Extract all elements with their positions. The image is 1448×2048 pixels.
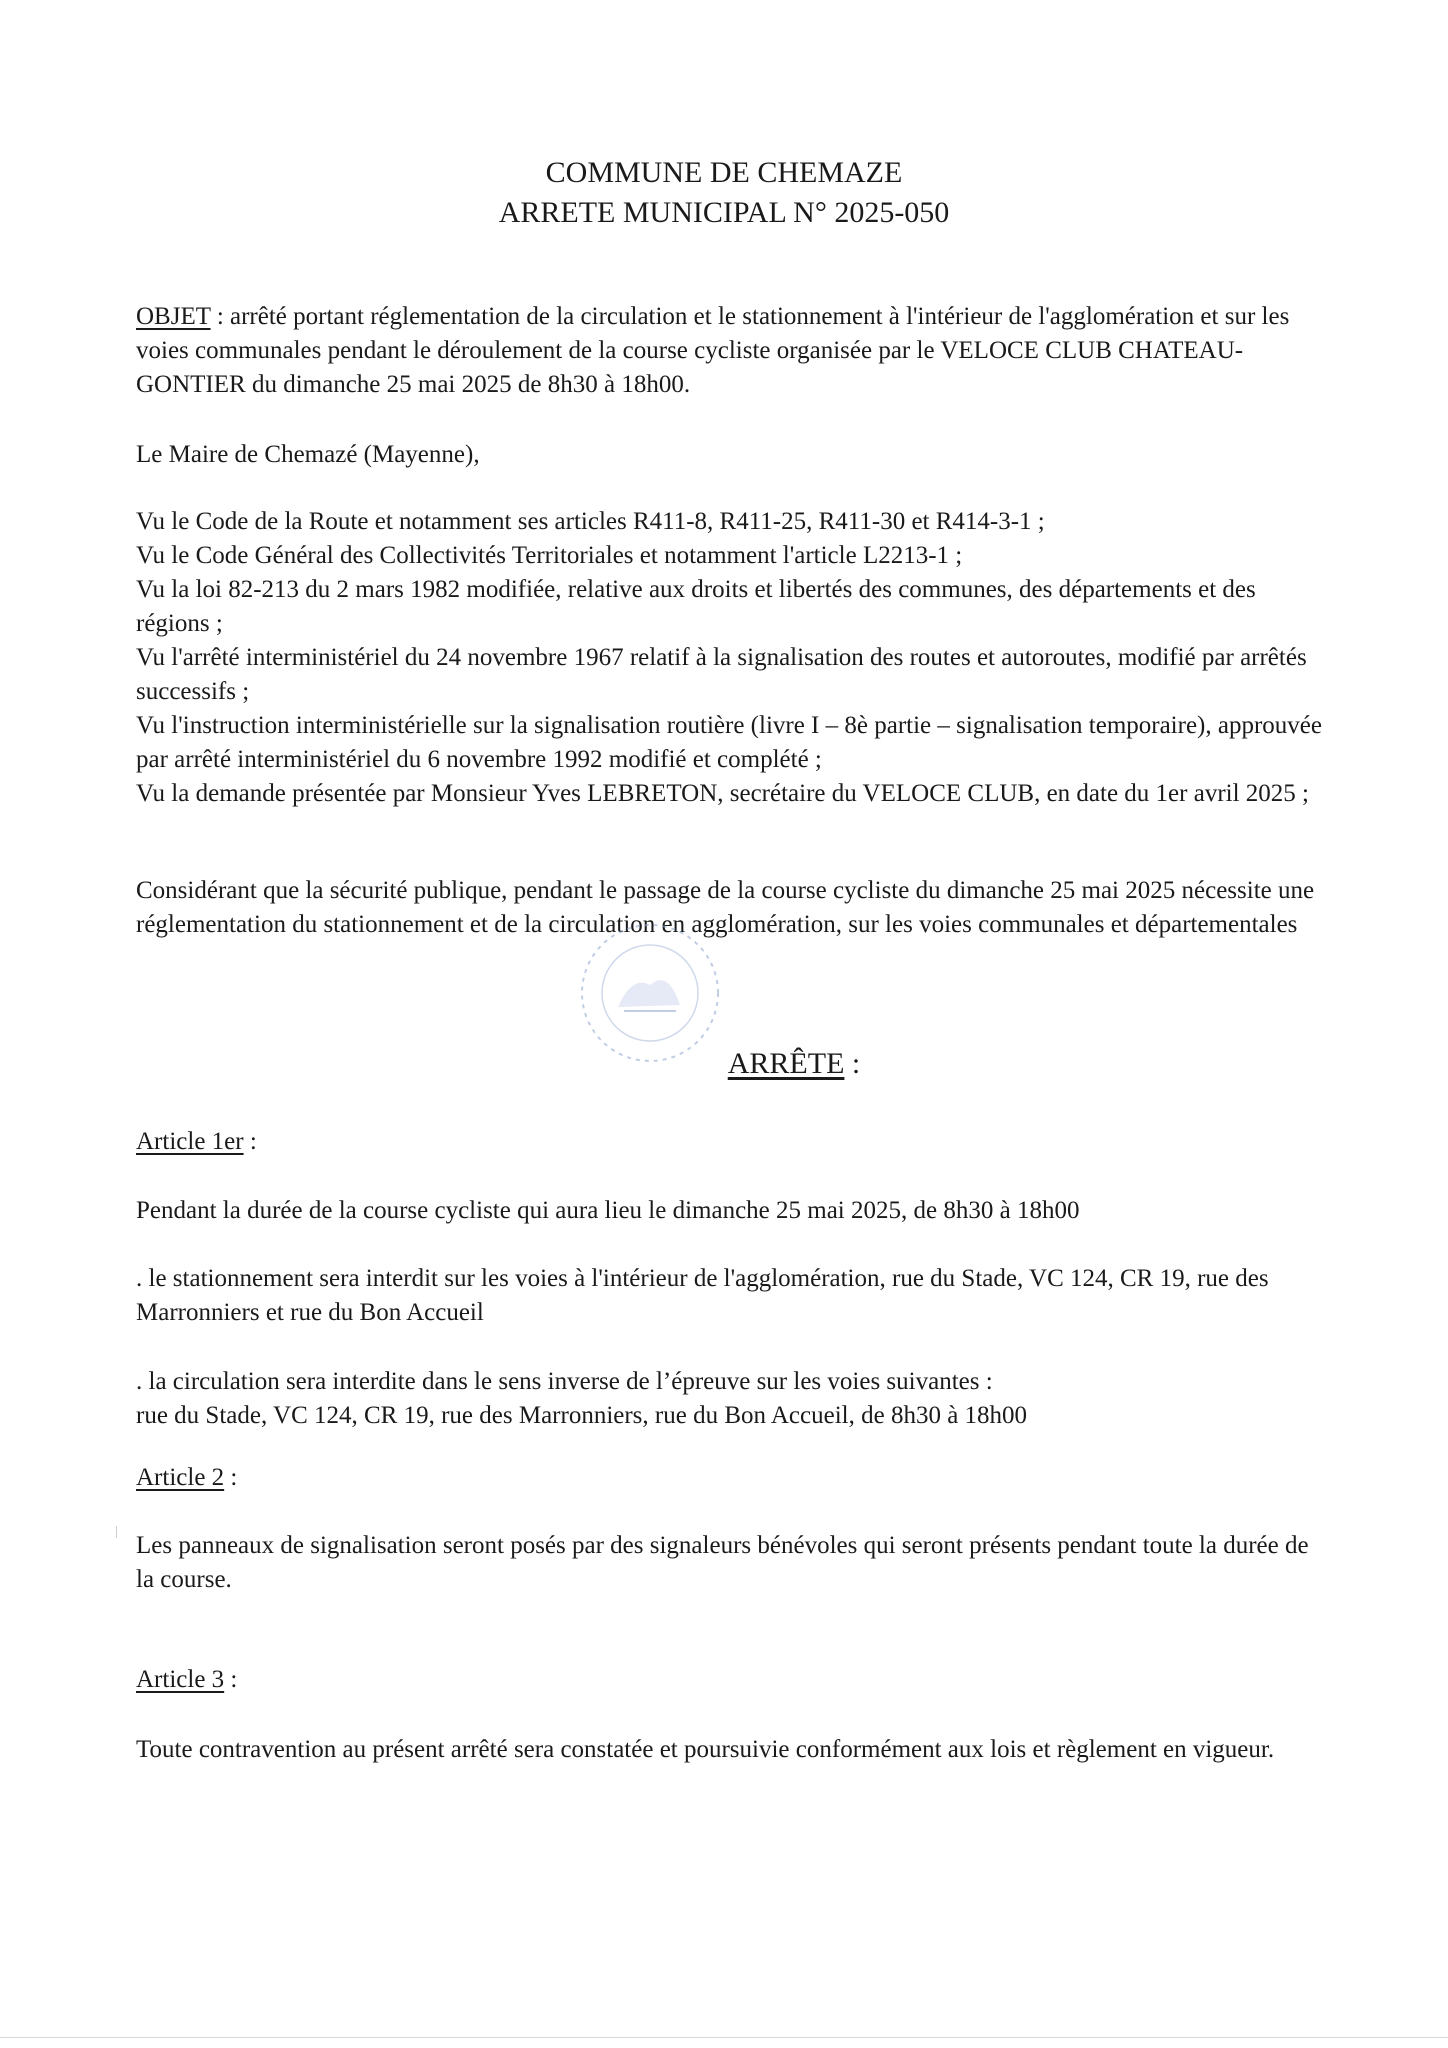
article-1-intro (136, 1194, 1326, 1228)
scan-mark (116, 1526, 117, 1538)
article-3-heading (136, 1663, 1326, 1697)
visa-item: Vu l'instruction interministérielle sur la signalisation routière (livre I – 8è partie – signalisation temporaire), approuvée par arrêté interministériel du 6 novembre 1992 modifié et complété ; (136, 712, 1322, 773)
visa-item: Vu l'arrêté interministériel du 24 novembre 1967 relatif à la signalisation des routes et autoroutes, modifié par arrêtés successifs ; (136, 644, 1307, 705)
article-2-text: Les panneaux de signalisation seront posés par des signaleurs bénévoles qui seront présents pendant toute la durée de la course. (136, 1532, 1309, 1593)
visa-item: Vu la loi 82-213 du 2 mars 1982 modifiée, relative aux droits et libertés des communes, des départements et des régions ; (136, 576, 1256, 637)
page-bottom-edge (0, 2037, 1448, 2038)
considerant-text: Considérant que la sécurité publique, pendant le passage de la course cycliste du dimanche 25 mai 2025 nécessite une réglementation du stationnement et de la circulation en agglomération, sur les voies communales et départementales (136, 877, 1315, 938)
visas-list (136, 505, 1326, 811)
article-2-heading (136, 1461, 1326, 1495)
article-3-label: Article 3 (136, 1666, 225, 1693)
arrete-heading (0, 1044, 1448, 1084)
article-1-colon: : (243, 1128, 257, 1155)
article-2-label: Article 2 (136, 1464, 225, 1491)
article-1-point-2-line-1: . la circulation sera interdite dans le sens inverse de l’épreuve sur les voies suivantes : (136, 1368, 993, 1395)
visa-item: Vu la demande présentée par Monsieur Yves LEBRETON, secrétaire du VELOCE CLUB, en date du 1er avril 2025 ; (136, 780, 1309, 807)
article-1-point-2 (136, 1365, 1326, 1433)
maire-text: Le Maire de Chemazé (Mayenne), (136, 441, 480, 468)
document-header (0, 153, 1448, 233)
article-2-paragraph (136, 1529, 1326, 1597)
objet-paragraph (136, 300, 1326, 402)
arrete-word: ARRÊTE (727, 1047, 845, 1080)
article-3-text: Toute contravention au présent arrêté sera constatée et poursuivie conformément aux lois et règlement en vigueur. (136, 1736, 1275, 1763)
article-1-point-1-text: . le stationnement sera interdit sur les voies à l'intérieur de l'agglomération, rue du Stade, VC 124, CR 19, rue des Marronniers et rue du Bon Accueil (136, 1265, 1269, 1326)
article-1-point-1 (136, 1262, 1326, 1330)
article-1-heading (136, 1125, 1326, 1159)
article-1-point-2-line-2: rue du Stade, VC 124, CR 19, rue des Marronniers, rue du Bon Accueil, de 8h30 à 18h00 (136, 1402, 1028, 1429)
visa-item: Vu le Code Général des Collectivités Territoriales et notamment l'article L2213-1 ; (136, 542, 963, 569)
article-3-colon: : (224, 1666, 238, 1693)
commune-name: COMMUNE DE CHEMAZE (545, 156, 903, 189)
objet-label: OBJET (136, 303, 211, 330)
maire-line (136, 438, 1326, 472)
article-3-paragraph (136, 1733, 1326, 1767)
article-1-label: Article 1er (136, 1128, 244, 1155)
article-1-intro-text: Pendant la durée de la course cycliste qui aura lieu le dimanche 25 mai 2025, de 8h30 à 18h00 (136, 1197, 1080, 1224)
objet-text: : arrêté portant réglementation de la circulation et le stationnement à l'intérieur de l'agglomération et sur les voies communales pendant le déroulement de la course cycliste organisée par le VELOCE CLUB CHATEAU-GONTIER du dimanche 25 mai 2025 de 8h30 à 18h00. (136, 303, 1290, 398)
visa-item: Vu le Code de la Route et notamment ses articles R411-8, R411-25, R411-30 et R414-3-1 ; (136, 508, 1045, 535)
article-2-colon: : (224, 1464, 238, 1491)
arrete-colon: : (844, 1047, 861, 1080)
arrete-number: ARRETE MUNICIPAL N° 2025-050 (498, 196, 950, 229)
